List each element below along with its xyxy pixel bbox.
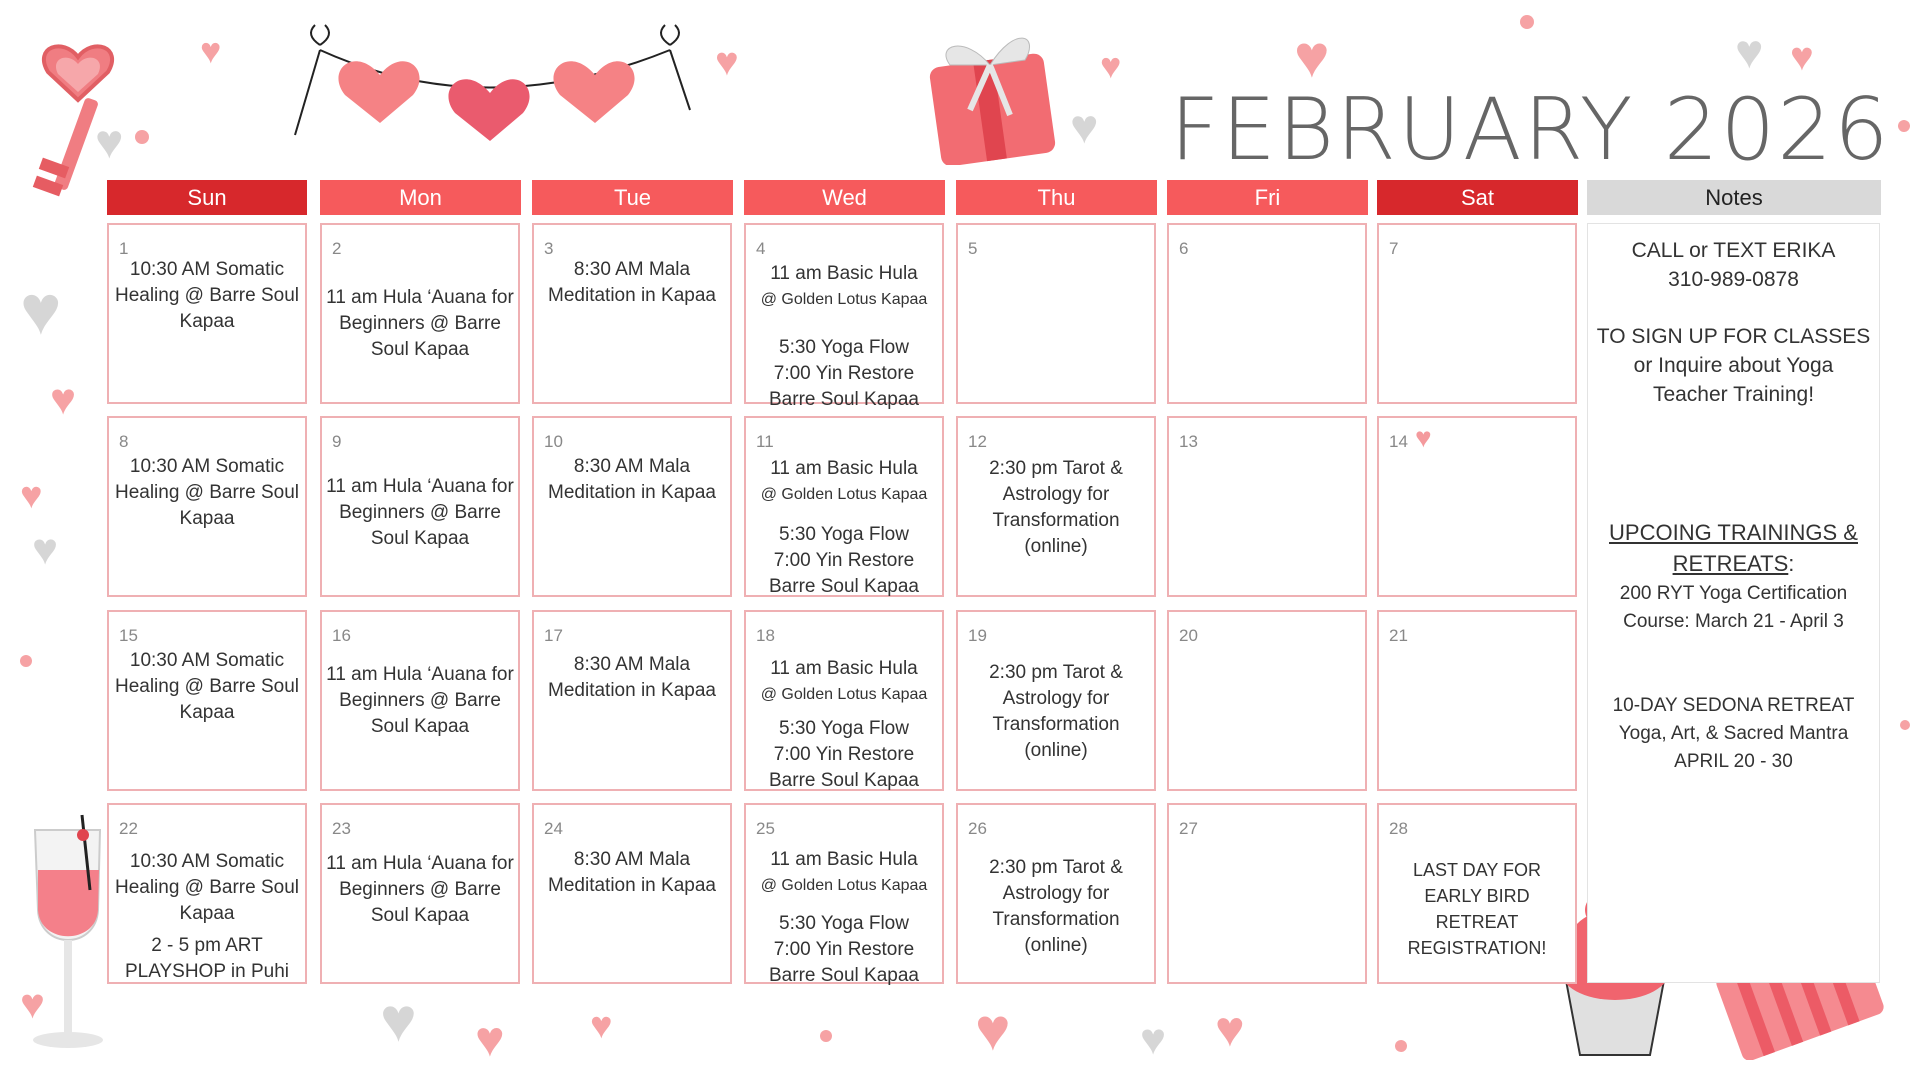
event-text: 2:30 pm Tarot & Astrology for Transformation (online) (989, 662, 1123, 761)
day-cell[interactable] (1377, 803, 1577, 984)
notes-panel (1587, 223, 1880, 983)
heart-decoration: ♥ (50, 375, 77, 424)
heart-decoration: ♥ (20, 271, 62, 349)
day-number: 19 (968, 626, 987, 645)
day-cell[interactable] (532, 223, 732, 404)
calendar-title: FEBRUARY 2026 (1170, 80, 1891, 180)
event-text: @ Golden Lotus Kapaa (760, 686, 928, 703)
dot-decoration (20, 655, 32, 667)
event-text: 5:30 Yoga Flow 7:00 Yin Restore Barre Soul Kapaa (769, 913, 919, 986)
event-text: 5:30 Yoga Flow 7:00 Yin Restore Barre Soul Kapaa (769, 337, 919, 410)
day-number: 27 (1179, 819, 1198, 838)
day-cell[interactable] (1377, 223, 1577, 404)
day-cell[interactable] (532, 416, 732, 597)
event-text: 11 am Hula ‘Auana for Beginners @ Barre Soul Kapaa (326, 476, 514, 549)
header-tue: Tue (532, 180, 733, 215)
day-number: 11 (756, 432, 774, 451)
day-cell[interactable] (1167, 803, 1367, 984)
dot-decoration (135, 130, 149, 144)
heart-decoration: ♥ (1215, 1001, 1245, 1057)
heart-decoration: ♥ (1100, 45, 1122, 86)
day-number: 22 (119, 819, 138, 838)
header-mon: Mon (320, 180, 521, 215)
heart-decoration: ♥ (32, 525, 59, 574)
day-cell[interactable] (744, 803, 944, 984)
day-number: 28 (1389, 819, 1408, 838)
dot-decoration (1520, 15, 1534, 29)
day-number: 21 (1389, 626, 1408, 645)
day-cell[interactable] (320, 416, 520, 597)
event-text: 11 am Hula ‘Auana for Beginners @ Barre Soul Kapaa (326, 853, 514, 926)
heart-decoration: ♥ (590, 1005, 613, 1047)
event-text: 10:30 AM Somatic Healing @ Barre Soul Kapaa (114, 456, 300, 529)
day-number: 17 (544, 626, 563, 645)
day-cell[interactable] (1167, 416, 1367, 597)
dot-decoration (1898, 120, 1910, 132)
day-cell[interactable] (1377, 610, 1577, 791)
day-cell[interactable] (107, 223, 307, 404)
event-text: 11 am Hula ‘Auana for Beginners @ Barre Soul Kapaa (326, 287, 514, 360)
event-text: 5:30 Yoga Flow 7:00 Yin Restore Barre Soul Kapaa (769, 524, 919, 597)
day-cell[interactable] (532, 610, 732, 791)
event-text: 10:30 AM Somatic Healing @ Barre Soul Kapaa (114, 259, 300, 332)
day-number: 18 (756, 626, 775, 645)
header-fri: Fri (1167, 180, 1368, 215)
upcoming-heading (1588, 486, 1879, 579)
header-sun: Sun (107, 180, 307, 215)
day-cell[interactable] (956, 610, 1156, 791)
event-text: LAST DAY FOR EARLY BIRD RETREAT REGISTRATION! (1407, 860, 1547, 958)
dot-decoration (1395, 1040, 1407, 1052)
day-number: 15 (119, 626, 138, 645)
event-text: 11 am Basic Hula (770, 263, 918, 284)
dot-decoration (820, 1030, 832, 1042)
event-text: 11 am Basic Hula (770, 458, 918, 479)
event-text: 2:30 pm Tarot & Astrology for Transformation (online) (989, 458, 1123, 557)
event-text: 10:30 AM Somatic Healing @ Barre Soul Kapaa (114, 851, 300, 924)
header-wed: Wed (744, 180, 945, 215)
heart-decoration: ♥ (1140, 1015, 1167, 1064)
event-text: 8:30 AM Mala Meditation in Kapaa (548, 259, 716, 306)
day-number: 25 (756, 819, 775, 838)
header-notes: Notes (1587, 180, 1881, 215)
day-cell[interactable] (320, 610, 520, 791)
day-number: 3 (544, 239, 554, 258)
day-cell[interactable] (1167, 610, 1367, 791)
day-cell[interactable] (107, 416, 307, 597)
event-text: 8:30 AM Mala Meditation in Kapaa (548, 849, 716, 896)
retreat-info: 10-DAY SEDONA RETREAT Yoga, Art, & Sacred Mantra APRIL 20 - 30 (1612, 695, 1855, 772)
upcoming-heading-colon: : (1788, 551, 1795, 576)
event-text: 8:30 AM Mala Meditation in Kapaa (548, 456, 716, 503)
heart-decoration: ♥ (1294, 23, 1330, 90)
heart-decoration: ♥ (200, 30, 222, 71)
day-cell[interactable] (320, 803, 520, 984)
day-number: 9 (332, 432, 342, 451)
day-number: 12 (968, 432, 987, 451)
gift-box-decoration (925, 15, 1065, 165)
heart-icon: ♥ (1415, 422, 1432, 453)
heart-decoration: ♥ (380, 986, 417, 1055)
day-cell[interactable] (956, 416, 1156, 597)
upcoming-heading-text: UPCOING TRAININGS & RETREATS (1609, 520, 1858, 576)
day-number: 13 (1179, 432, 1198, 451)
day-cell[interactable] (532, 803, 732, 984)
day-number: 20 (1179, 626, 1198, 645)
day-number: 7 (1389, 239, 1399, 258)
heart-decoration: ♥ (20, 980, 45, 1027)
event-text: @ Golden Lotus Kapaa (760, 291, 928, 308)
day-number: 2 (332, 239, 342, 258)
day-cell[interactable] (107, 610, 307, 791)
day-number: 10 (544, 432, 563, 451)
day-number: 24 (544, 819, 563, 838)
day-cell[interactable] (1377, 416, 1577, 597)
day-cell[interactable] (107, 803, 307, 984)
day-cell[interactable] (320, 223, 520, 404)
dot-decoration (1900, 720, 1910, 730)
event-text: @ Golden Lotus Kapaa (760, 486, 928, 503)
event-text: 8:30 AM Mala Meditation in Kapaa (548, 654, 716, 701)
day-number: 23 (332, 819, 351, 838)
event-text: 11 am Basic Hula (770, 658, 918, 679)
heart-decoration: ♥ (95, 116, 124, 169)
heart-decoration: ♥ (1070, 101, 1099, 154)
event-text: 10:30 AM Somatic Healing @ Barre Soul Kapaa (114, 650, 300, 723)
day-number: 6 (1179, 239, 1189, 258)
day-cell[interactable] (744, 223, 944, 410)
day-number: 5 (968, 239, 978, 258)
event-text: 5:30 Yoga Flow 7:00 Yin Restore Barre Soul Kapaa (769, 718, 919, 791)
header-thu: Thu (956, 180, 1157, 215)
day-number: 4 (756, 239, 766, 258)
day-number: 1 (119, 239, 129, 258)
heart-decoration: ♥ (1790, 35, 1814, 79)
heart-decoration: ♥ (1735, 26, 1764, 79)
day-cell[interactable] (956, 803, 1156, 984)
signup-info: TO SIGN UP FOR CLASSES or Inquire about Yoga Teacher Training! (1596, 325, 1871, 406)
heart-decoration: ♥ (475, 1011, 505, 1067)
day-number: 26 (968, 819, 987, 838)
day-number: 16 (332, 626, 351, 645)
event-text: 11 am Hula ‘Auana for Beginners @ Barre Soul Kapaa (326, 664, 514, 737)
day-cell[interactable] (956, 223, 1156, 404)
heart-decoration: ♥ (715, 40, 739, 84)
event-text: 2:30 pm Tarot & Astrology for Transformation (online) (989, 857, 1123, 956)
event-text: 2 - 5 pm ART PLAYSHOP in Puhi (124, 935, 290, 982)
day-cell[interactable] (744, 416, 944, 597)
day-cell[interactable] (1167, 223, 1367, 404)
event-text: 11 am Basic Hula (770, 849, 918, 870)
heart-decoration: ♥ (20, 475, 43, 517)
heart-garland-decoration (285, 15, 705, 145)
day-cell[interactable] (744, 610, 944, 791)
heart-decoration: ♥ (975, 996, 1011, 1063)
contact-info: CALL or TEXT ERIKA 310-989-0878 (1631, 239, 1836, 291)
course-info: 200 RYT Yoga Certification Course: March 21 - April 3 (1619, 583, 1848, 632)
day-number: 14 (1389, 432, 1408, 451)
event-text: @ Golden Lotus Kapaa (760, 877, 928, 894)
day-number: 8 (119, 432, 129, 451)
header-sat: Sat (1377, 180, 1578, 215)
